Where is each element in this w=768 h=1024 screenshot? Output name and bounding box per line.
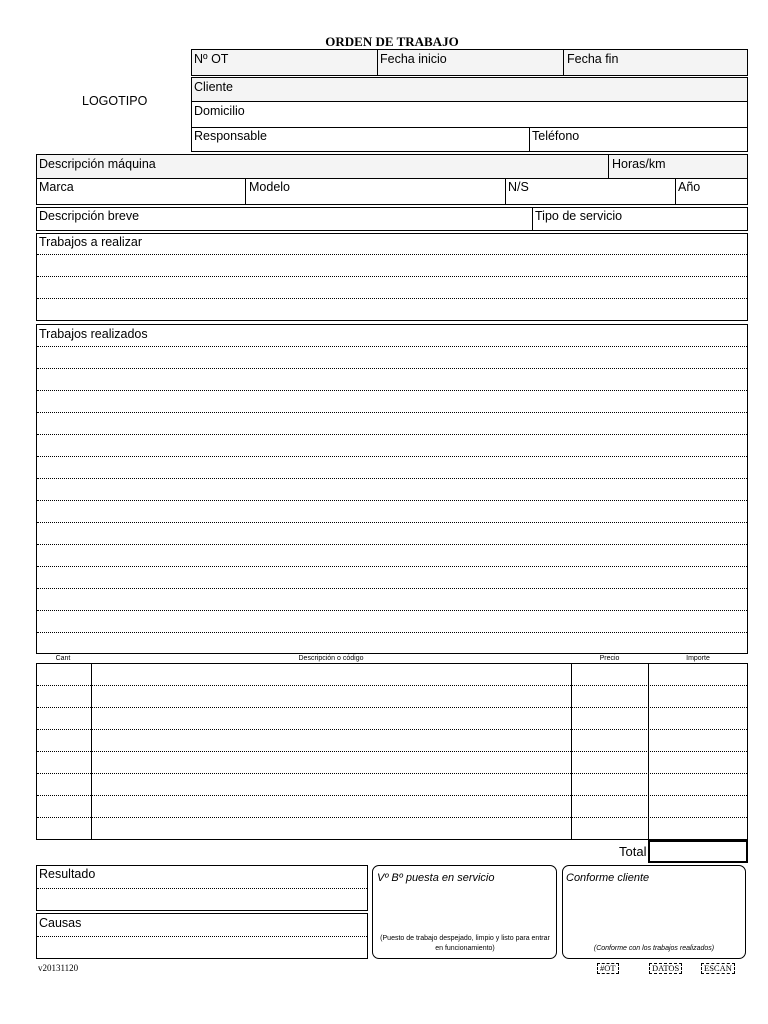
cliente-field[interactable]: Cliente bbox=[194, 80, 233, 94]
causas-label: Causas bbox=[39, 916, 82, 930]
tag-escan: ESCAN bbox=[701, 963, 735, 974]
table-row-line bbox=[37, 751, 747, 752]
domicilio-field[interactable]: Domicilio bbox=[194, 104, 245, 118]
ot-row bbox=[191, 49, 748, 76]
table-row-line bbox=[37, 729, 747, 730]
modelo-field[interactable]: Modelo bbox=[249, 180, 290, 194]
vb-title: Vº Bº puesta en servicio bbox=[377, 872, 495, 884]
vb-note: (Puesto de trabajo despejado, limpio y listo para entrar en funcionamiento) bbox=[380, 935, 550, 952]
trabajos-realizados-box[interactable] bbox=[36, 324, 748, 654]
fecha-fin-field[interactable]: Fecha fin bbox=[567, 52, 619, 66]
ns-field[interactable]: N/S bbox=[508, 180, 529, 194]
total-label: Total bbox=[619, 844, 647, 859]
anio-field[interactable]: Año bbox=[678, 180, 701, 194]
writing-line bbox=[37, 500, 747, 501]
domicilio-row bbox=[191, 101, 748, 128]
writing-line bbox=[37, 368, 747, 369]
responsable-field[interactable]: Responsable bbox=[194, 129, 267, 143]
service-row bbox=[36, 207, 748, 231]
writing-line bbox=[37, 588, 747, 589]
logo-placeholder: LOGOTIPO bbox=[82, 94, 148, 108]
writing-line bbox=[37, 346, 747, 347]
descripcion-header: Descripción o código bbox=[298, 655, 364, 662]
writing-line bbox=[37, 412, 747, 413]
table-row-line bbox=[37, 685, 747, 686]
writing-line bbox=[37, 390, 747, 391]
tipo-servicio-field[interactable]: Tipo de servicio bbox=[535, 209, 623, 223]
version-label: v20131120 bbox=[38, 963, 79, 973]
telefono-field[interactable]: Teléfono bbox=[532, 129, 580, 143]
trabajos-a-realizar-box[interactable] bbox=[36, 233, 748, 321]
table-row-line bbox=[37, 795, 747, 796]
conforme-note: (Conforme con los trabajos realizados) bbox=[593, 945, 715, 952]
conforme-title: Conforme cliente bbox=[566, 872, 650, 884]
table-row-line bbox=[37, 817, 747, 818]
writing-line bbox=[37, 566, 747, 567]
page-title: ORDEN DE TRABAJO bbox=[325, 34, 459, 49]
importe-header: Importe bbox=[686, 655, 710, 662]
trabajos-a-realizar-label: Trabajos a realizar bbox=[39, 235, 143, 249]
writing-line bbox=[37, 544, 747, 545]
writing-line bbox=[37, 456, 747, 457]
tag-datos: DATOS bbox=[649, 963, 682, 974]
writing-line bbox=[37, 478, 747, 479]
total-field[interactable] bbox=[648, 840, 748, 863]
fecha-inicio-field[interactable]: Fecha inicio bbox=[380, 52, 447, 66]
table-row-line bbox=[37, 707, 747, 708]
cant-header: Cant bbox=[55, 655, 71, 662]
responsable-row bbox=[191, 127, 748, 152]
descripcion-maquina-field[interactable]: Descripción máquina bbox=[39, 157, 156, 171]
tag-ot: #OT bbox=[597, 963, 619, 974]
descripcion-breve-field[interactable]: Descripción breve bbox=[39, 209, 140, 223]
marca-field[interactable]: Marca bbox=[39, 180, 74, 194]
writing-line bbox=[37, 610, 747, 611]
table-row-line bbox=[37, 773, 747, 774]
trabajos-realizados-label: Trabajos realizados bbox=[39, 327, 148, 341]
cliente-row bbox=[191, 77, 748, 102]
writing-line bbox=[37, 632, 747, 633]
horas-km-field[interactable]: Horas/km bbox=[612, 157, 666, 171]
writing-line bbox=[37, 434, 747, 435]
resultado-label: Resultado bbox=[39, 867, 96, 881]
n-ot-field[interactable]: Nº OT bbox=[194, 52, 229, 66]
writing-line bbox=[37, 522, 747, 523]
machine-model-row bbox=[36, 178, 748, 205]
precio-header: Precio bbox=[599, 655, 620, 662]
